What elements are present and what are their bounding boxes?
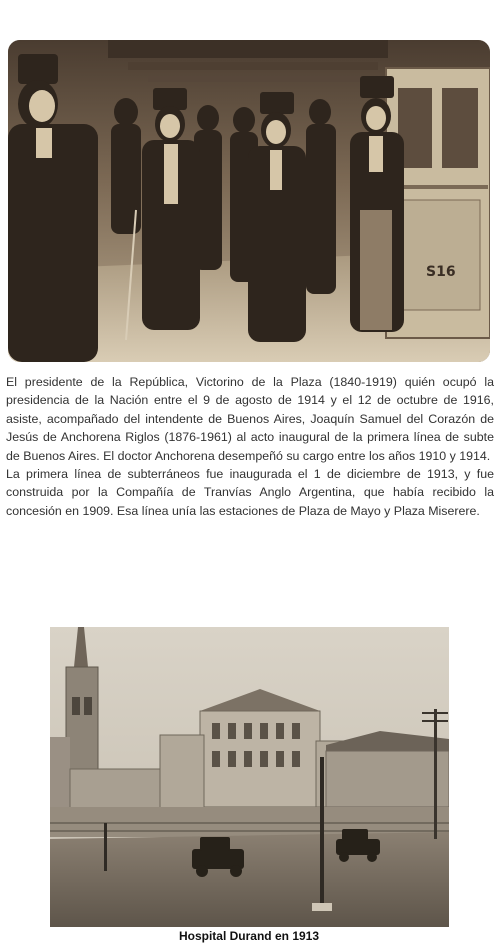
inauguration-photo — [8, 40, 490, 362]
inauguration-photo-drawing — [8, 40, 490, 362]
article-paragraph-2: La primera línea de subterráneos fue inaugurada el 1 de diciembre de 1913, y fue construida por la Compañía de Tranvías Anglo Argentina, que había recibido la concesión en 1909. Esa línea unía las estaciones de Plaza de Mayo y Plaza Miserere. — [6, 467, 494, 518]
tram-car-number: S16 — [426, 264, 456, 280]
hospital-durand-drawing — [50, 627, 449, 927]
hospital-durand-caption: Hospital Durand en 1913 — [178, 929, 320, 943]
hospital-durand-photo — [50, 627, 449, 927]
article-paragraph-1: El presidente de la República, Victorino de la Plaza (1840-1919) quién ocupó la presidencia de la Nación entre el 9 de agosto de 1914 y el 12 de octubre de 1916, asiste, acompañado del intendente de Buenos Aires, Joaquín Samuel del Corazón de Jesús de Anchorena Riglos (1876-1961) al acto inaugural de la primera línea de subte de Buenos Aires. El doctor Anchorena desempeñó su cargo entre los años 1910 y 1914. — [6, 375, 494, 463]
article-text — [6, 373, 494, 520]
